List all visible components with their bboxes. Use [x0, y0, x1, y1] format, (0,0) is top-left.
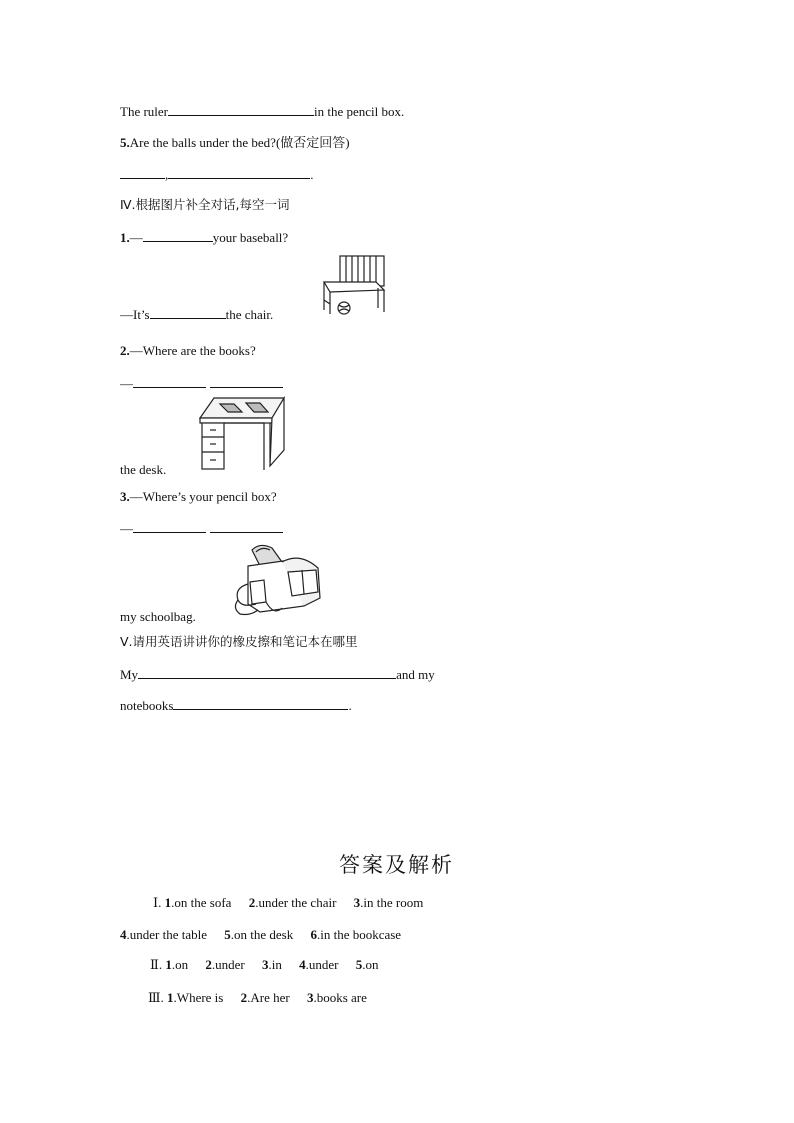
answers-section-1-line-2: 4.under the table 5.on the desk 6.in the bookcase — [120, 927, 402, 942]
section-4-item-3-question: 3.—Where’s your pencil box? — [120, 489, 277, 504]
chair-with-ball-image — [316, 252, 390, 318]
blank-field[interactable] — [143, 229, 213, 242]
answers-section-1-line-1: Ⅰ. 1.on the sofa 2.under the chair 3.in the room — [153, 895, 424, 910]
section-4-item-2-tail: the desk. — [120, 462, 167, 477]
blank-field[interactable] — [150, 306, 226, 319]
answers-section-2: Ⅱ. 1.on 2.under 3.in 4.under 5.on — [150, 957, 379, 972]
section-4-item-2-question: 2.—Where are the books? — [120, 343, 256, 358]
section-5-heading: Ⅴ.请用英语讲讲你的橡皮擦和笔记本在哪里 — [120, 634, 358, 649]
schoolbag-image — [230, 542, 326, 618]
q4-ruler-line: The ruler in the pencil box. — [120, 104, 405, 119]
section-5-line-1: My and my — [120, 667, 435, 682]
blank-field[interactable] — [168, 166, 310, 179]
section-4-item-1-line-1: 1.— your baseball? — [120, 230, 289, 245]
blank-field[interactable] — [133, 520, 206, 533]
blank-field[interactable] — [210, 520, 283, 533]
section-4-item-3-answer: — — [120, 520, 283, 537]
section-4-heading: Ⅳ.根据图片补全对话,每空一词 — [120, 197, 290, 212]
blank-field[interactable] — [210, 375, 283, 388]
blank-field[interactable] — [168, 103, 314, 116]
section-4-item-3-tail: my schoolbag. — [120, 609, 196, 624]
section-4-item-2-answer: — — [120, 375, 283, 392]
blank-field[interactable] — [138, 666, 396, 679]
question-5-answer: , . — [120, 166, 314, 183]
answers-section-3: Ⅲ. 1.Where is 2.Are her 3.books are — [148, 990, 367, 1005]
answers-title: 答案及解析 — [339, 853, 454, 877]
desk-with-books-image — [198, 394, 286, 474]
blank-field[interactable] — [133, 375, 206, 388]
blank-field[interactable] — [120, 166, 165, 179]
section-4-item-1-line-2: —It’s the chair. — [120, 307, 274, 322]
question-5: 5.Are the balls under the bed?(做否定回答) — [120, 135, 350, 150]
section-5-line-2: notebooks . — [120, 698, 352, 713]
blank-field[interactable] — [173, 697, 348, 710]
